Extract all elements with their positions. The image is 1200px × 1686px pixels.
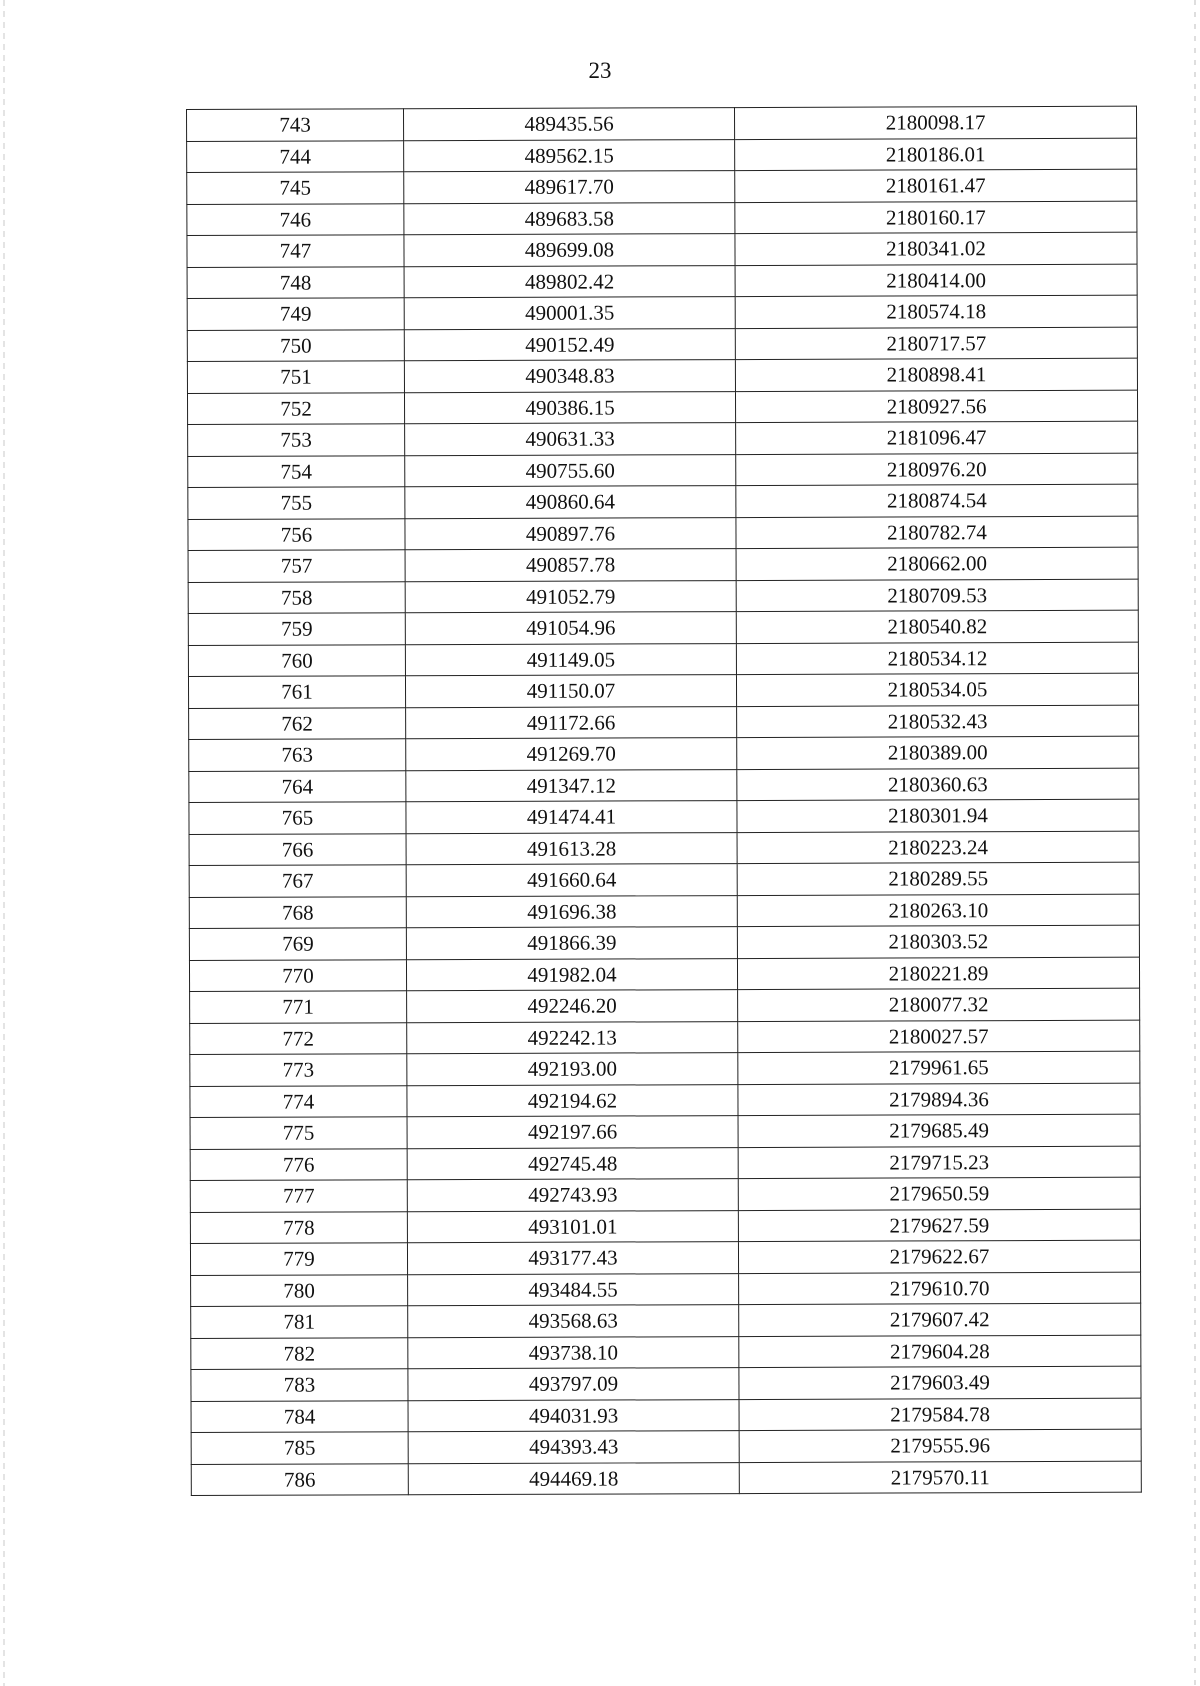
table-row [190,1146,1140,1181]
table-row [191,1272,1141,1307]
x-coordinate-cell: 490631.33 [405,423,736,456]
y-coordinate-cell: 2180976.20 [736,453,1138,486]
x-coordinate-cell: 490348.83 [404,360,735,393]
x-coordinate-cell: 489435.56 [404,108,735,141]
table-row [188,421,1138,456]
point-number-cell: 775 [190,1117,407,1149]
point-number-cell: 774 [190,1085,407,1117]
y-coordinate-cell: 2180927.56 [735,390,1137,423]
y-coordinate-cell: 2180077.32 [738,988,1140,1021]
x-coordinate-cell: 491866.39 [406,927,737,960]
x-coordinate-cell: 492197.66 [407,1116,738,1149]
table-row [189,862,1139,897]
point-number-cell: 748 [187,266,404,298]
y-coordinate-cell: 2180263.10 [737,894,1139,927]
x-coordinate-cell: 489699.08 [404,234,735,267]
table-row [187,232,1137,267]
y-coordinate-cell: 2179650.59 [738,1177,1140,1210]
table-row [188,516,1138,551]
table-row [188,453,1138,488]
table-row [187,390,1137,425]
x-coordinate-cell: 492194.62 [407,1084,738,1117]
y-coordinate-cell: 2180389.00 [737,736,1139,769]
x-coordinate-cell: 490386.15 [404,391,735,424]
y-coordinate-cell: 2180534.05 [736,673,1138,706]
x-coordinate-cell: 490860.64 [405,486,736,519]
x-coordinate-cell: 489683.58 [404,202,735,235]
point-number-cell: 782 [191,1337,408,1369]
point-number-cell: 771 [190,991,407,1023]
y-coordinate-cell: 2180540.82 [736,610,1138,643]
x-coordinate-cell: 489802.42 [404,265,735,298]
x-coordinate-cell: 489617.70 [404,171,735,204]
table-row [191,1366,1141,1401]
point-number-cell: 749 [187,298,404,330]
table-row [189,925,1139,960]
x-coordinate-cell: 490152.49 [404,328,735,361]
y-coordinate-cell: 2179603.49 [739,1366,1141,1399]
x-coordinate-cell: 493738.10 [408,1336,739,1369]
x-coordinate-cell: 492193.00 [407,1053,738,1086]
point-number-cell: 752 [187,392,404,424]
y-coordinate-cell: 2180341.02 [735,232,1137,265]
y-coordinate-cell: 2180532.43 [737,705,1139,738]
table-row [188,642,1138,677]
y-coordinate-cell: 2180289.55 [737,862,1139,895]
y-coordinate-cell: 2180186.01 [735,138,1137,171]
point-number-cell: 783 [191,1369,408,1401]
point-number-cell: 784 [191,1400,408,1432]
point-number-cell: 760 [188,644,405,676]
point-number-cell: 767 [189,865,406,897]
y-coordinate-cell: 2179555.96 [739,1429,1141,1462]
table-row [187,169,1137,204]
point-number-cell: 766 [189,833,406,865]
y-coordinate-cell: 2179894.36 [738,1083,1140,1116]
table-row [190,1020,1140,1055]
table-row [188,579,1138,614]
x-coordinate-cell: 490857.78 [405,549,736,582]
y-coordinate-cell: 2180360.63 [737,768,1139,801]
table-row [189,705,1139,740]
table-row [189,736,1139,771]
table-row [187,138,1137,173]
table-row [190,1209,1140,1244]
table-row [189,768,1139,803]
x-coordinate-cell: 492242.13 [407,1021,738,1054]
y-coordinate-cell: 2180161.47 [735,169,1137,202]
y-coordinate-cell: 2180534.12 [736,642,1138,675]
point-number-cell: 779 [190,1243,407,1275]
y-coordinate-cell: 2180662.00 [736,547,1138,580]
point-number-cell: 776 [190,1148,407,1180]
table-row [187,201,1137,236]
coordinate-table-body [187,106,1142,1495]
point-number-cell: 746 [187,203,404,235]
table-row [187,295,1137,330]
point-number-cell: 768 [189,896,406,928]
point-number-cell: 755 [188,487,405,519]
x-coordinate-cell: 491149.05 [405,643,736,676]
y-coordinate-cell: 2180027.57 [738,1020,1140,1053]
y-coordinate-cell: 2179685.49 [738,1114,1140,1147]
point-number-cell: 762 [189,707,406,739]
y-coordinate-cell: 2180717.57 [735,327,1137,360]
x-coordinate-cell: 491660.64 [406,864,737,897]
y-coordinate-cell: 2180874.54 [736,484,1138,517]
table-row [190,1177,1140,1212]
scan-right-edge [1194,0,1196,1686]
x-coordinate-cell: 491052.79 [405,580,736,613]
x-coordinate-cell: 491269.70 [406,738,737,771]
point-number-cell: 772 [190,1022,407,1054]
y-coordinate-cell: 2179610.70 [739,1272,1141,1305]
x-coordinate-cell: 491347.12 [406,769,737,802]
table-row [189,894,1139,929]
point-number-cell: 765 [189,802,406,834]
x-coordinate-cell: 493484.55 [408,1273,739,1306]
x-coordinate-cell: 493101.01 [407,1210,738,1243]
table-row [188,673,1138,708]
point-number-cell: 750 [187,329,404,361]
scan-left-edge [3,0,5,1686]
point-number-cell: 756 [188,518,405,550]
x-coordinate-cell: 491172.66 [406,706,737,739]
point-number-cell: 757 [188,550,405,582]
table-row [189,799,1139,834]
x-coordinate-cell: 491054.96 [405,612,736,645]
y-coordinate-cell: 2180223.24 [737,831,1139,864]
y-coordinate-cell: 2180709.53 [736,579,1138,612]
table-row [191,1303,1141,1338]
table-row [191,1461,1141,1496]
y-coordinate-cell: 2181096.47 [736,421,1138,454]
x-coordinate-cell: 493568.63 [408,1305,739,1338]
x-coordinate-cell: 492246.20 [407,990,738,1023]
point-number-cell: 751 [187,361,404,393]
table-row [187,106,1137,141]
table-row [189,831,1139,866]
y-coordinate-cell: 2180898.41 [735,358,1137,391]
table-row [188,484,1138,519]
y-coordinate-cell: 2180782.74 [736,516,1138,549]
y-coordinate-cell: 2179622.67 [738,1240,1140,1273]
table-row [190,1240,1140,1275]
y-coordinate-cell: 2179604.28 [739,1335,1141,1368]
table-row [190,1083,1140,1118]
point-number-cell: 761 [188,676,405,708]
y-coordinate-cell: 2179570.11 [739,1461,1141,1494]
point-number-cell: 745 [187,172,404,204]
point-number-cell: 764 [189,770,406,802]
x-coordinate-cell: 493797.09 [408,1368,739,1401]
y-coordinate-cell: 2179627.59 [738,1209,1140,1242]
y-coordinate-cell: 2180098.17 [734,106,1136,139]
table-row [191,1335,1141,1370]
y-coordinate-cell: 2180414.00 [735,264,1137,297]
x-coordinate-cell: 492745.48 [407,1147,738,1180]
table-row [187,264,1137,299]
point-number-cell: 780 [191,1274,408,1306]
x-coordinate-cell: 494469.18 [408,1462,739,1495]
x-coordinate-cell: 491474.41 [406,801,737,834]
point-number-cell: 743 [187,109,404,141]
x-coordinate-cell: 491696.38 [406,895,737,928]
table-row [187,358,1137,393]
x-coordinate-cell: 494031.93 [408,1399,739,1432]
point-number-cell: 758 [188,581,405,613]
point-number-cell: 773 [190,1054,407,1086]
table-row [190,988,1140,1023]
coordinate-table [186,106,1142,1496]
page-number: 23 [588,58,612,83]
y-coordinate-cell: 2180574.18 [735,295,1137,328]
table-row [190,1114,1140,1149]
x-coordinate-cell: 493177.43 [407,1242,738,1275]
point-number-cell: 744 [187,140,404,172]
table-row [187,327,1137,362]
point-number-cell: 753 [188,424,405,456]
x-coordinate-cell: 490897.76 [405,517,736,550]
point-number-cell: 785 [191,1432,408,1464]
x-coordinate-cell: 489562.15 [404,139,735,172]
x-coordinate-cell: 492743.93 [407,1179,738,1212]
y-coordinate-cell: 2180160.17 [735,201,1137,234]
y-coordinate-cell: 2180303.52 [737,925,1139,958]
table-row [188,610,1138,645]
y-coordinate-cell: 2179715.23 [738,1146,1140,1179]
point-number-cell: 778 [190,1211,407,1243]
y-coordinate-cell: 2179961.65 [738,1051,1140,1084]
y-coordinate-cell: 2179584.78 [739,1398,1141,1431]
y-coordinate-cell: 2179607.42 [739,1303,1141,1336]
table-row [190,1051,1140,1086]
x-coordinate-cell: 491982.04 [406,958,737,991]
point-number-cell: 777 [190,1180,407,1212]
x-coordinate-cell: 491613.28 [406,832,737,865]
x-coordinate-cell: 491150.07 [405,675,736,708]
x-coordinate-cell: 490001.35 [404,297,735,330]
table-row [191,1398,1141,1433]
point-number-cell: 781 [191,1306,408,1338]
y-coordinate-cell: 2180221.89 [737,957,1139,990]
table-row [189,957,1139,992]
x-coordinate-cell: 490755.60 [405,454,736,487]
y-coordinate-cell: 2180301.94 [737,799,1139,832]
point-number-cell: 759 [188,613,405,645]
point-number-cell: 786 [191,1463,408,1495]
point-number-cell: 763 [189,739,406,771]
point-number-cell: 747 [187,235,404,267]
point-number-cell: 769 [189,928,406,960]
table-row [188,547,1138,582]
point-number-cell: 770 [189,959,406,991]
table-row [191,1429,1141,1464]
point-number-cell: 754 [188,455,405,487]
x-coordinate-cell: 494393.43 [408,1431,739,1464]
